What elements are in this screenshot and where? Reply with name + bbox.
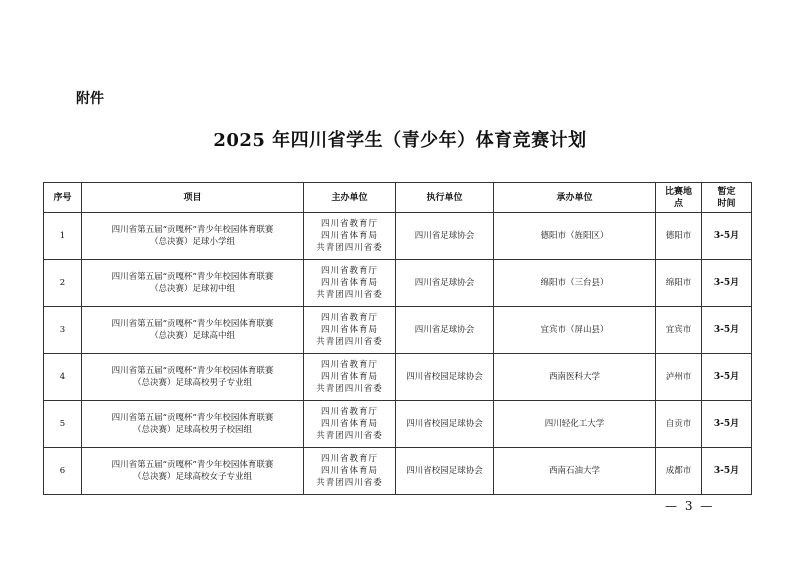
cell-project: [82, 213, 304, 260]
header-index: 序号: [44, 183, 82, 213]
header-venue: [656, 183, 702, 213]
table-row: [44, 354, 752, 401]
cell-undertaker: 宜宾市（屏山县）: [494, 307, 656, 354]
cell-index: 2: [44, 260, 82, 307]
project-line2: （总决赛）足球高校男子专业组: [132, 378, 252, 388]
header-executor: 执行单位: [396, 183, 494, 213]
cell-undertaker: 德阳市（旌阳区）: [494, 213, 656, 260]
project-line2: （总决赛）足球高校女子专业组: [132, 472, 252, 482]
table-row: [44, 213, 752, 260]
organizer-line3: 共青团四川省委: [316, 384, 383, 394]
cell-organizer: [304, 448, 396, 495]
table-row: [44, 448, 752, 495]
header-project: 项目: [82, 183, 304, 213]
cell-organizer: [304, 260, 396, 307]
table-header-row: [44, 183, 752, 213]
header-venue-line2: 点: [673, 198, 683, 209]
cell-index: 3: [44, 307, 82, 354]
cell-period: 3-5月: [702, 401, 752, 448]
cell-index: 4: [44, 354, 82, 401]
cell-project: [82, 401, 304, 448]
header-period-line1: 暂定: [717, 186, 736, 197]
competition-plan-table: [43, 182, 752, 495]
organizer-line2: 四川省体育局: [320, 466, 378, 476]
cell-project: [82, 354, 304, 401]
cell-executor: 四川省足球协会: [396, 213, 494, 260]
cell-organizer: [304, 213, 396, 260]
table-row: [44, 401, 752, 448]
organizer-line2: 四川省体育局: [320, 231, 378, 241]
project-line1: 四川省第五届“贡嘎杯”青少年校园体育联赛: [111, 272, 274, 282]
organizer-line1: 四川省教育厅: [320, 360, 378, 370]
organizer-line1: 四川省教育厅: [320, 407, 378, 417]
cell-organizer: [304, 354, 396, 401]
page-title: 2025 年四川省学生（青少年）体育竞赛计划: [213, 130, 587, 151]
project-line2: （总决赛）足球高校男子校园组: [132, 425, 252, 435]
header-period: [702, 183, 752, 213]
cell-undertaker: 西南石油大学: [494, 448, 656, 495]
organizer-line1: 四川省教育厅: [320, 266, 378, 276]
cell-venue: 成都市: [656, 448, 702, 495]
organizer-line2: 四川省体育局: [320, 372, 378, 382]
cell-venue: 德阳市: [656, 213, 702, 260]
cell-venue: 自贡市: [656, 401, 702, 448]
organizer-line1: 四川省教育厅: [320, 454, 378, 464]
project-line1: 四川省第五届“贡嘎杯”青少年校园体育联赛: [111, 225, 274, 235]
organizer-line1: 四川省教育厅: [320, 313, 378, 323]
cell-period: 3-5月: [702, 260, 752, 307]
organizer-line2: 四川省体育局: [320, 278, 378, 288]
cell-undertaker: 西南医科大学: [494, 354, 656, 401]
cell-period: 3-5月: [702, 448, 752, 495]
project-line2: （总决赛）足球高中组: [149, 331, 235, 341]
organizer-line3: 共青团四川省委: [316, 478, 383, 488]
organizer-line1: 四川省教育厅: [320, 219, 378, 229]
project-line1: 四川省第五届“贡嘎杯”青少年校园体育联赛: [111, 460, 274, 470]
cell-project: [82, 448, 304, 495]
cell-executor: 四川省足球协会: [396, 307, 494, 354]
organizer-line3: 共青团四川省委: [316, 290, 383, 300]
organizer-line3: 共青团四川省委: [316, 243, 383, 253]
cell-executor: 四川省校园足球协会: [396, 401, 494, 448]
cell-organizer: [304, 401, 396, 448]
header-organizer: 主办单位: [304, 183, 396, 213]
cell-project: [82, 307, 304, 354]
project-line1: 四川省第五届“贡嘎杯”青少年校园体育联赛: [111, 366, 274, 376]
cell-undertaker: 四川轻化工大学: [494, 401, 656, 448]
cell-index: 5: [44, 401, 82, 448]
header-undertaker: 承办单位: [494, 183, 656, 213]
organizer-line2: 四川省体育局: [320, 419, 378, 429]
cell-executor: 四川省校园足球协会: [396, 448, 494, 495]
cell-period: 3-5月: [702, 213, 752, 260]
organizer-line3: 共青团四川省委: [316, 337, 383, 347]
organizer-line3: 共青团四川省委: [316, 431, 383, 441]
project-line1: 四川省第五届“贡嘎杯”青少年校园体育联赛: [111, 319, 274, 329]
cell-undertaker: 绵阳市（三台县）: [494, 260, 656, 307]
cell-organizer: [304, 307, 396, 354]
table-row: [44, 307, 752, 354]
cell-venue: 绵阳市: [656, 260, 702, 307]
header-period-line2: 时间: [717, 198, 736, 209]
project-line1: 四川省第五届“贡嘎杯”青少年校园体育联赛: [111, 413, 274, 423]
cell-executor: 四川省校园足球协会: [396, 354, 494, 401]
project-line2: （总决赛）足球小学组: [149, 237, 235, 247]
cell-venue: 泸州市: [656, 354, 702, 401]
cell-project: [82, 260, 304, 307]
attachment-label: 附件: [76, 91, 104, 107]
header-venue-line1: 比赛地: [664, 186, 692, 197]
cell-index: 1: [44, 213, 82, 260]
cell-venue: 宜宾市: [656, 307, 702, 354]
project-line2: （总决赛）足球初中组: [149, 284, 235, 294]
cell-executor: 四川省足球协会: [396, 260, 494, 307]
cell-period: 3-5月: [702, 307, 752, 354]
page-number: — 3 —: [665, 499, 715, 513]
organizer-line2: 四川省体育局: [320, 325, 378, 335]
table-row: [44, 260, 752, 307]
cell-index: 6: [44, 448, 82, 495]
cell-period: 3-5月: [702, 354, 752, 401]
